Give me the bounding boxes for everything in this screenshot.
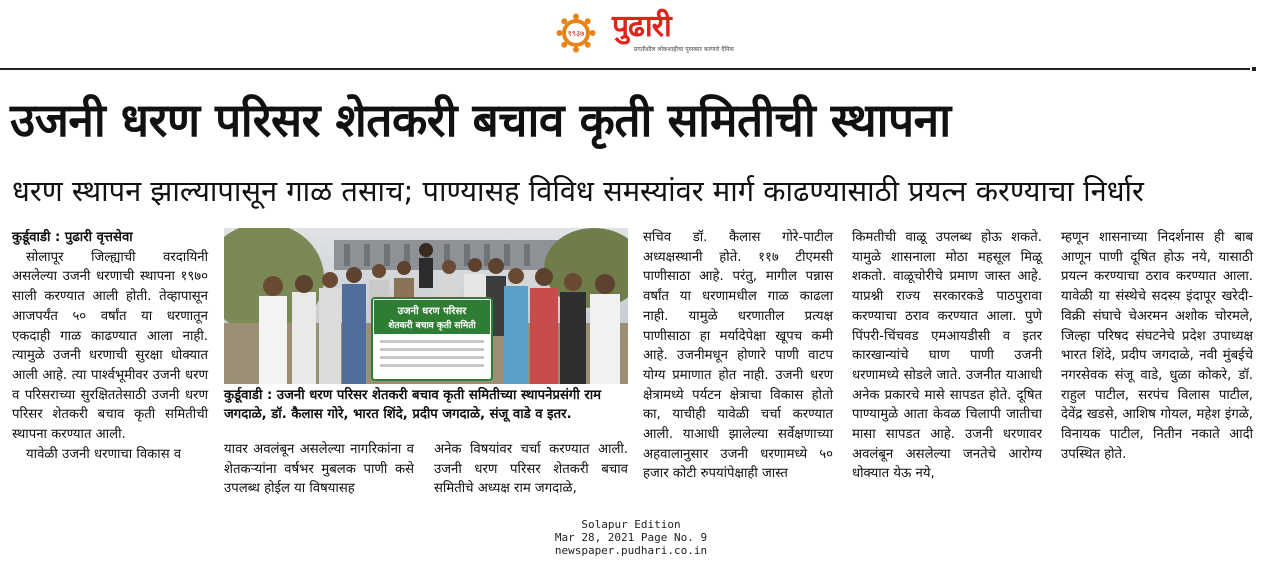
article-column-5 [1061, 228, 1253, 464]
banner-line-2: शेतकरी बचाव कृती समिती [388, 321, 476, 331]
subheadline: धरण स्थापन झाल्यापासून गाळ तसाच; पाण्यासह विविध समस्यांवर मार्ग काढण्यासाठी प्रयत्न करण्याचा निर्धार [12, 174, 1144, 208]
column-1-text: सोलापूर जिल्ह्याची वरदायिनी असलेल्या उजनी धरणाची स्थापना १९७० साली करण्यात आली होती. तेव्हापासून आजपर्यंत ५० वर्षांत या धरणातून एकदाही गाळ काढण्यात आला नाही. त्यामुळे उजनी धरणाची सुरक्षा धोक्यात आली आहे. त्या पार्श्वभूमीवर उजनी धरण व परिसराच्या सुरक्षिततेसाठी उजनी धरण परिसर शेतकरी बचाव कृती समितीची स्थापना करण्यात आली. [12, 249, 208, 443]
article-column-1 [12, 228, 208, 464]
article-column-3 [643, 228, 833, 484]
edition-url[interactable]: newspaper.pudhari.co.in [554, 544, 708, 557]
edition-name: Solapur Edition [581, 518, 681, 531]
photo-caption: कुर्डूवाडी : उजनी धरण परिसर शेतकरी बचाव कृती समितीच्या स्थापनेप्रसंगी राम जगदाळे, डॉ. कैलास गोरे, भारत शिंदे, प्रदीप जगदाळे, संजू वाडे व इतर. [224, 388, 602, 422]
news-photo [224, 228, 628, 384]
edition-date-page: Mar 28, 2021 Page No. 9 [554, 531, 708, 544]
column-5-text: म्हणून शासनाच्या निदर्शनास ही बाब आणून पाणी दूषित होऊ नये, यासाठी प्रयत्न करण्याचा ठराव करण्यात आला. यावेळी या संस्थेचे सदस्य इंदापूर खरेदी-विक्री संघाचे चेअरमन अशोक चोरमले, जिल्हा परिषद संघटनेचे प्रदेश उपाध्यक्ष भारत शिंदे, प्रदीप जगदाळे, नवी मुंबईचे नगरसेवक संजू वाडे, धुळा कोकरे, डॉ. राहुल पाटील, सरपंच विलास पाटील, देवेंद्र खडसे, आशिष गोयल, महेश इंगळे, विनायक पाटील, नितीन नकाते आदी उपस्थित होते. [1061, 230, 1253, 462]
article-column-4 [852, 228, 1042, 484]
article-column-2b [434, 440, 628, 499]
article-column-2a [224, 440, 414, 499]
masthead [0, 0, 1262, 66]
edition-footer [0, 518, 1262, 557]
column-1-tail: यावेळी उजनी धरणाचा विकास व [26, 446, 182, 462]
group-photo-image [224, 228, 628, 384]
logo-tagline: प्रगतीशील लोकशाहीचा पुरस्कार करणारे दैनिक [634, 46, 734, 53]
logo: पुढारी [612, 9, 671, 44]
byline: कुर्डूवाडी : पुढारी वृत्तसेवा [12, 230, 133, 245]
anniversary-seal-icon [556, 13, 596, 53]
masthead-rule [0, 68, 1250, 70]
column-3-text: सचिव डॉ. कैलास गोरे-पाटील अध्यक्षस्थानी होते. ११७ टीएमसी पाणीसाठा आहे. परंतु, मागील पन्नास वर्षांत या धरणामधील गाळ काढला नाही. यामुळे धरणातील प्रत्यक्ष पाणीसाठा हा मर्यादेपेक्षा खूपच कमी आहे. उजनीमधून होणारे पाणी वाटप योग्य प्रमाणात होत नाही. उजनी धरण क्षेत्रामध्ये पर्यटन क्षेत्राचा विकास होतो का, याचीही यावेळी चर्चा करण्यात आली. याआधी झालेल्या सर्वेक्षणाच्या अहवालानुसार उजनी धरणामध्ये ५० हजार कोटी रुपयांपेक्षाही जास्त [643, 230, 833, 482]
seal-text: १९३७ [567, 29, 585, 38]
column-4-text: किमतीची वाळू उपलब्ध होऊ शकते. यामुळे शासनाला मोठा महसूल मिळू शकतो. वाळूचोरीचे प्रमाण जास्त आहे. याप्रश्नी राज्य सरकारकडे पाठपुरावा करण्याचा ठराव करण्यात आला. पुणे पिंपरी-चिंचवड एमआयडीसी व इतर कारखान्यांचे घाण पाणी उजनी धरणामध्ये सोडले जाते. उजनीत याआधी अनेक प्रकारचे मासे सापडत होते. दूषित पाण्यामुळे आता केवळ चिलापी जातीचा मासा सापडत आहे. उजनी धरणावर अवलंबून असलेल्या जनतेचे आरोग्य धोक्यात येऊ नये, [852, 230, 1042, 482]
column-2a-text: यावर अवलंबून असलेल्या नागरिकांना व शेतकऱ्यांना वर्षभर मुबलक पाणी कसे उपलब्ध होईल या विषयासह [224, 442, 414, 497]
headline: उजनी धरण परिसर शेतकरी बचाव कृती समितीची स्थापना [10, 93, 951, 147]
rule-end-dot [1252, 67, 1256, 71]
column-2b-text: अनेक विषयांवर चर्चा करण्यात आली. उजनी धरण परिसर शेतकरी बचाव समितीचे अध्यक्ष राम जगदाळे, [434, 442, 628, 497]
banner-line-1: उजनी धरण परिसर [397, 306, 467, 317]
